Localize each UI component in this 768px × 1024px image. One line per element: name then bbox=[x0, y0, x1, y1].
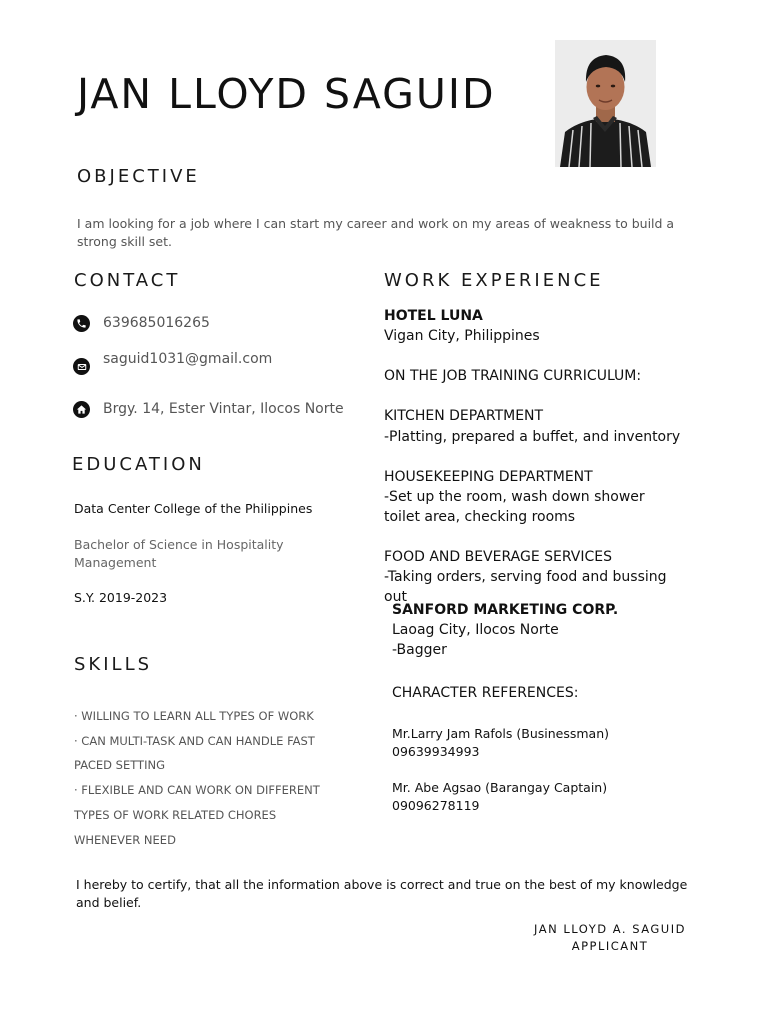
skills-line: · FLEXIBLE AND CAN WORK ON DIFFERENT bbox=[74, 783, 320, 798]
hotel-name: HOTEL LUNA bbox=[384, 308, 483, 324]
sanford-location: Laoag City, Ilocos Norte bbox=[392, 622, 559, 638]
skills-line: PACED SETTING bbox=[74, 758, 165, 773]
hotel-location: Vigan City, Philippines bbox=[384, 328, 540, 345]
education-year: S.Y. 2019-2023 bbox=[74, 590, 168, 605]
applicant-name: JAN LLOYD SAGUID bbox=[77, 70, 496, 118]
work-experience-heading: WORK EXPERIENCE bbox=[384, 270, 604, 291]
reference-1-name: Mr.Larry Jam Rafols (Businessman) bbox=[392, 726, 610, 741]
home-icon bbox=[73, 401, 90, 418]
reference-1 bbox=[392, 725, 692, 761]
skills-line: · CAN MULTI-TASK AND CAN HANDLE FAST bbox=[74, 733, 315, 748]
sanford-role: -Bagger bbox=[392, 642, 447, 658]
contact-address-row bbox=[73, 398, 344, 420]
profile-photo-illustration bbox=[555, 40, 656, 167]
signature-name: JAN LLOYD A. SAGUID bbox=[534, 922, 686, 936]
contact-phone-row bbox=[73, 312, 210, 334]
objective-heading: OBJECTIVE bbox=[77, 166, 200, 187]
work-experience-hotel bbox=[384, 306, 684, 607]
housekeeping-description: -Set up the room, wash down shower toilet area, checking rooms bbox=[384, 488, 645, 525]
objective-text: I am looking for a job where I can start my career and work on my areas of weakness to build a strong skill set. bbox=[77, 216, 675, 249]
references-heading: CHARACTER REFERENCES: bbox=[392, 685, 579, 701]
skills-line: TYPES OF WORK RELATED CHORES bbox=[74, 807, 277, 822]
reference-2-name: Mr. Abe Agsao (Barangay Captain) bbox=[392, 780, 608, 795]
contact-email-row bbox=[73, 351, 272, 373]
kitchen-title: KITCHEN DEPARTMENT bbox=[384, 408, 544, 425]
certification-statement: I hereby to certify, that all the information above is correct and true on the best of my knowledge and belief. bbox=[76, 877, 688, 910]
contact-heading: CONTACT bbox=[74, 270, 181, 291]
skills-heading: SKILLS bbox=[74, 654, 153, 675]
kitchen-description: -Platting, prepared a buffet, and inventory bbox=[384, 428, 681, 445]
education-heading: EDUCATION bbox=[72, 454, 205, 475]
fnb-description: -Taking orders, serving food and bussing out bbox=[384, 569, 667, 606]
education-school: Data Center College of the Philippines bbox=[74, 501, 313, 516]
contact-email: saguid1031@gmail.com bbox=[103, 351, 273, 367]
reference-2-phone: 09096278119 bbox=[392, 798, 480, 813]
contact-address: Brgy. 14, Ester Vintar, Ilocos Norte bbox=[103, 401, 344, 417]
work-experience-sanford bbox=[392, 600, 692, 660]
email-icon bbox=[73, 358, 90, 375]
reference-1-phone: 09639934993 bbox=[392, 744, 480, 759]
skills-line: WHENEVER NEED bbox=[74, 832, 176, 847]
skills-list bbox=[74, 704, 334, 852]
contact-phone: 639685016265 bbox=[103, 315, 210, 331]
phone-icon bbox=[73, 315, 90, 332]
sanford-name: SANFORD MARKETING CORP. bbox=[392, 602, 619, 618]
signature-title: APPLICANT bbox=[571, 939, 649, 953]
ojt-title: ON THE JOB TRAINING CURRICULUM: bbox=[384, 368, 642, 385]
skills-line: · WILLING TO LEARN ALL TYPES OF WORK bbox=[74, 709, 314, 723]
education-degree: Bachelor of Science in Hospitality Management bbox=[74, 537, 284, 570]
housekeeping-title: HOUSEKEEPING DEPARTMENT bbox=[384, 468, 593, 485]
reference-2 bbox=[392, 779, 692, 815]
profile-photo bbox=[555, 40, 656, 167]
fnb-title: FOOD AND BEVERAGE SERVICES bbox=[384, 549, 613, 566]
